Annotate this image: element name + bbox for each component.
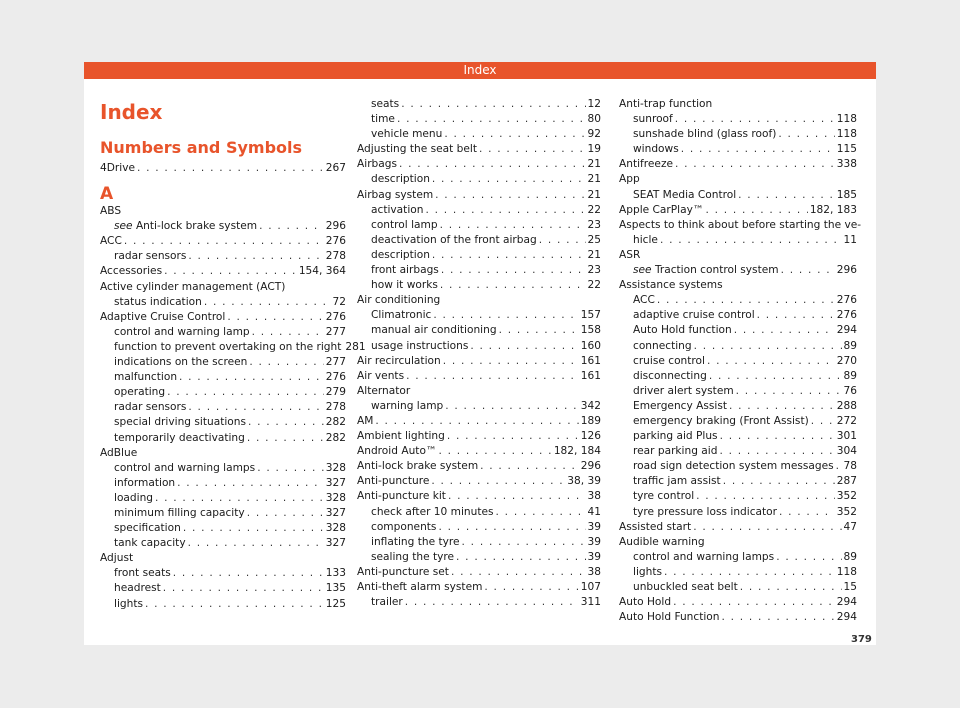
index-entry: Air vents . . . 161 — [357, 369, 601, 384]
index-entry: Airbag system . . . 21 — [357, 188, 601, 203]
index-heading: Adjust — [100, 552, 134, 565]
index-column-3 — [619, 97, 862, 625]
index-subentry: operating . . . 279 — [100, 385, 346, 400]
index-entry: Anti-theft alarm system . . . 107 — [357, 580, 601, 595]
index-entry: Auto Hold . . . 294 — [619, 595, 857, 610]
index-see-entry: see Traction control system . . . 296 — [619, 263, 857, 278]
index-subentry: Climatronic . . . 157 — [357, 308, 601, 323]
index-subentry: Emergency Assist . . . 288 — [619, 399, 857, 414]
index-subentry: tank capacity . . . 327 — [100, 536, 346, 551]
index-heading: Assistance systems — [619, 279, 723, 292]
index-subentry: activation . . . 22 — [357, 203, 601, 218]
index-subentry: trailer . . . 311 — [357, 595, 601, 610]
index-heading: ABS — [100, 205, 122, 218]
index-subentry: unbuckled seat belt . . . 15 — [619, 580, 857, 595]
index-subentry: lights . . . 125 — [100, 597, 346, 612]
index-subentry: function to prevent overtaking on the right 281 — [114, 340, 366, 353]
index-subentry: connecting . . . 89 — [619, 339, 857, 354]
index-subentry: special driving situations . . . 282 — [100, 415, 346, 430]
index-heading: Air conditioning — [357, 294, 441, 307]
index-entry: Anti-puncture . . . 38, 39 — [357, 474, 601, 489]
index-entry: AM . . . 189 — [357, 414, 601, 429]
index-subentry: inflating the tyre . . . 39 — [357, 535, 601, 550]
index-subentry: ACC . . . 276 — [619, 293, 857, 308]
index-subentry: how it works . . . 22 — [357, 278, 601, 293]
index-subentry: radar sensors . . . 278 — [100, 249, 346, 264]
index-subentry: control and warning lamp . . . 277 — [100, 325, 346, 340]
index-subentry: control and warning lamps . . . 89 — [619, 550, 857, 565]
index-subentry: rear parking aid . . . 304 — [619, 444, 857, 459]
index-entry: ACC . . . 276 — [100, 234, 346, 249]
index-subentry: usage instructions . . . 160 — [357, 339, 601, 354]
index-see-entry: see Anti-lock brake system . . . 296 — [100, 219, 346, 234]
index-entry: Adjusting the seat belt . . . 19 — [357, 142, 601, 157]
index-subentry: information . . . 327 — [100, 476, 346, 491]
index-subentry: parking aid Plus . . . 301 — [619, 429, 857, 444]
index-entry: Auto Hold Function . . . 294 — [619, 610, 857, 625]
index-entry: Adaptive Cruise Control . . . 276 — [100, 310, 346, 325]
index-subentry: lights . . . 118 — [619, 565, 857, 580]
index-entry: Anti-puncture set . . . 38 — [357, 565, 601, 580]
index-subentry: check after 10 minutes . . . 41 — [357, 505, 601, 520]
index-subentry: sunroof . . . 118 — [619, 112, 857, 127]
index-heading: Aspects to think about before starting the ve- — [619, 218, 862, 231]
index-subentry: vehicle menu . . . 92 — [357, 127, 601, 142]
index-entry: Airbags . . . 21 — [357, 157, 601, 172]
index-heading: Anti-trap function — [619, 98, 713, 110]
index-subentry: radar sensors . . . 278 — [100, 400, 346, 415]
index-entry: Anti-lock brake system . . . 296 — [357, 459, 601, 474]
section-title: Numbers and Symbols — [100, 138, 303, 157]
index-subentry: headrest . . . 135 — [100, 581, 346, 596]
index-subentry: malfunction . . . 276 — [100, 370, 346, 385]
page-number: 379 — [851, 634, 872, 645]
index-subentry: time . . . 80 — [357, 112, 601, 127]
index-subentry: specification . . . 328 — [100, 521, 346, 536]
index-page — [84, 62, 876, 645]
index-entry: Assisted start . . . 47 — [619, 520, 857, 535]
index-subentry: disconnecting . . . 89 — [619, 369, 857, 384]
page-title: Index — [100, 100, 163, 124]
index-subentry: driver alert system . . . 76 — [619, 384, 857, 399]
index-subentry: warning lamp . . . 342 — [357, 399, 601, 414]
index-column-2 — [357, 97, 601, 610]
index-heading: App — [619, 173, 640, 186]
index-subentry: indications on the screen . . . 277 — [100, 355, 346, 370]
index-heading: ASR — [619, 248, 641, 261]
index-subentry: tyre pressure loss indicator . . . 352 — [619, 505, 857, 520]
index-subentry: adaptive cruise control . . . 276 — [619, 308, 857, 323]
index-heading: AdBlue — [100, 446, 138, 459]
index-entry: Antifreeze . . . 338 — [619, 157, 857, 172]
index-entry: 4Drive . . . 267 — [100, 161, 346, 176]
index-subentry: seats . . . 12 — [357, 97, 601, 112]
index-entry: Anti-puncture kit . . . 38 — [357, 489, 601, 504]
index-subentry: road sign detection system messages . . . 78 — [619, 459, 857, 474]
index-subentry: description . . . 21 — [357, 172, 601, 187]
index-subentry: components . . . 39 — [357, 520, 601, 535]
index-column-1 — [100, 99, 366, 612]
index-entry: Android Auto™ . . . 182, 184 — [357, 444, 601, 459]
index-subentry: status indication . . . 72 — [100, 295, 346, 310]
index-subentry: sunshade blind (glass roof) . . . 118 — [619, 127, 857, 142]
index-subentry: emergency braking (Front Assist) . . . 272 — [619, 414, 857, 429]
index-subentry: cruise control . . . 270 — [619, 354, 857, 369]
index-subentry: traffic jam assist . . . 287 — [619, 474, 857, 489]
index-subentry: front seats . . . 133 — [100, 566, 346, 581]
index-subentry: SEAT Media Control . . . 185 — [619, 188, 857, 203]
page-header-banner: Index — [84, 62, 876, 79]
index-subentry: control lamp . . . 23 — [357, 218, 601, 233]
letter-heading: A — [100, 184, 114, 205]
index-entry: Air recirculation . . . 161 — [357, 354, 601, 369]
index-subentry: control and warning lamps . . . 328 — [100, 461, 346, 476]
index-entry: Accessories . . . 154, 364 — [100, 264, 346, 279]
index-subentry: sealing the tyre . . . 39 — [357, 550, 601, 565]
index-heading: Active cylinder management (ACT) — [100, 280, 286, 293]
index-subentry: deactivation of the front airbag . . . 25 — [357, 233, 601, 248]
index-subentry: manual air conditioning . . . 158 — [357, 323, 601, 338]
index-subentry: front airbags . . . 23 — [357, 263, 601, 278]
index-entry: Apple CarPlay™ . . . 182, 183 — [619, 203, 857, 218]
index-subentry: temporarily deactivating . . . 282 — [100, 431, 346, 446]
index-heading: Audible warning — [619, 535, 705, 548]
index-subentry: tyre control . . . 352 — [619, 489, 857, 504]
index-entry: Ambient lighting . . . 126 — [357, 429, 601, 444]
index-entry-continuation: hicle . . . 11 — [619, 233, 857, 248]
index-subentry: loading . . . 328 — [100, 491, 346, 506]
index-subentry: minimum filling capacity . . . 327 — [100, 506, 346, 521]
index-subentry: windows . . . 115 — [619, 142, 857, 157]
index-subentry: Auto Hold function . . . 294 — [619, 323, 857, 338]
index-subentry: description . . . 21 — [357, 248, 601, 263]
index-heading: Alternator — [357, 384, 411, 397]
